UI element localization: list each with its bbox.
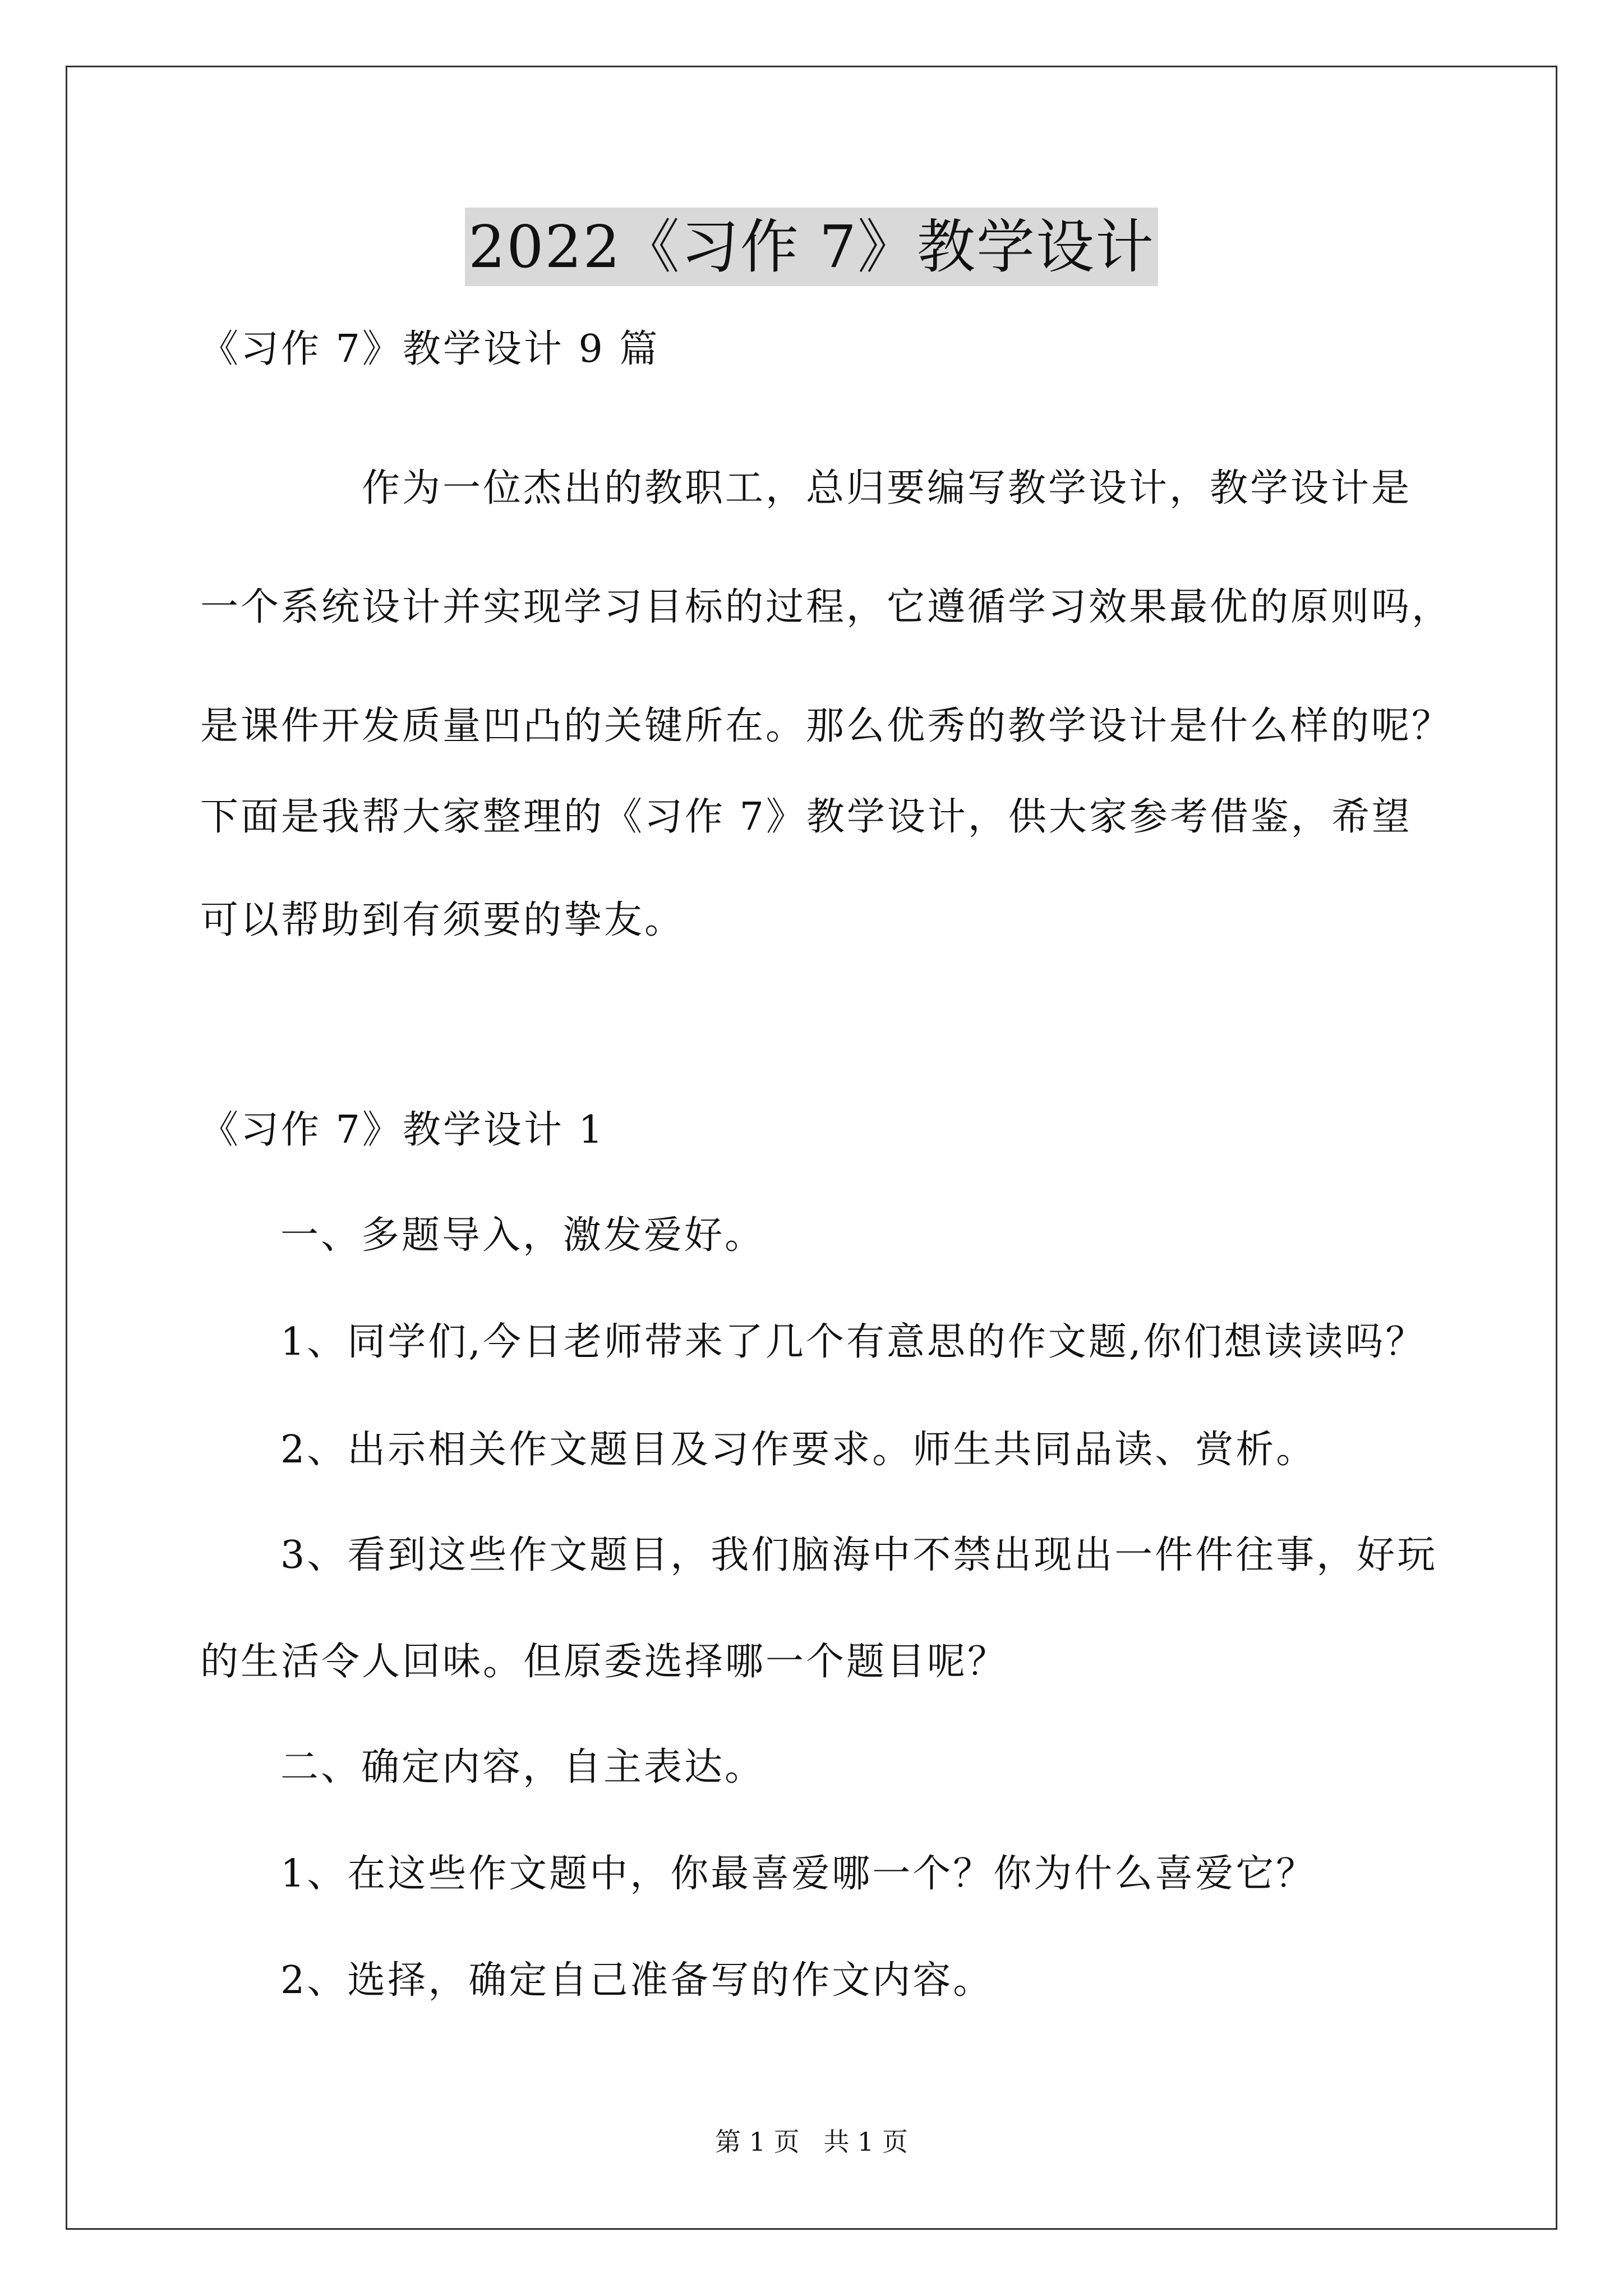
page-number-total: 共 1 页	[823, 2127, 908, 2157]
paragraph-line: 2、出示相关作文题目及习作要求。师生共同品读、赏析。	[280, 1428, 1317, 1472]
paragraph-line: 是课件开发质量凹凸的关键所在。那么优秀的教学设计是什么样的呢？	[200, 704, 1453, 748]
paragraph-line: 2、选择，确定自己准备写的作文内容。	[280, 1958, 994, 2003]
paragraph-line: 二、确定内容，自主表达。	[280, 1745, 766, 1789]
subtitle-line: 《习作 7》教学设计 9 篇	[200, 327, 660, 371]
document-title: 2022《习作 7》教学设计	[465, 208, 1158, 286]
page-footer	[0, 2125, 1623, 2159]
paragraph-line: 一个系统设计并实现学习目标的过程，它遵循学习效果最优的原则吗，	[200, 585, 1453, 629]
paragraph-line: 可以帮助到有须要的挚友。	[200, 898, 685, 942]
paragraph-line: 1、同学们,今日老师带来了几个有意思的作文题,你们想读读吗？	[280, 1320, 1426, 1364]
paragraph-line: 3、看到这些作文题目，我们脑海中不禁出现出一件件往事，好玩	[280, 1533, 1438, 1577]
title-container	[0, 208, 1623, 286]
paragraph-line: 的生活令人回味。但原委选择哪一个题目呢？	[200, 1640, 1008, 1684]
paragraph-line: 作为一位杰出的教职工，总归要编写教学设计，教学设计是	[362, 466, 1412, 510]
section-heading: 《习作 7》教学设计 1	[200, 1108, 605, 1152]
paragraph-line: 下面是我帮大家整理的《习作 7》教学设计，供大家参考借鉴，希望	[200, 795, 1412, 839]
page-number-current: 第 1 页	[715, 2127, 800, 2157]
paragraph-line: 1、在这些作文题中，你最喜爱哪一个？你为什么喜爱它？	[280, 1852, 1317, 1896]
paragraph-line: 一、多题导入，激发爱好。	[280, 1213, 766, 1258]
